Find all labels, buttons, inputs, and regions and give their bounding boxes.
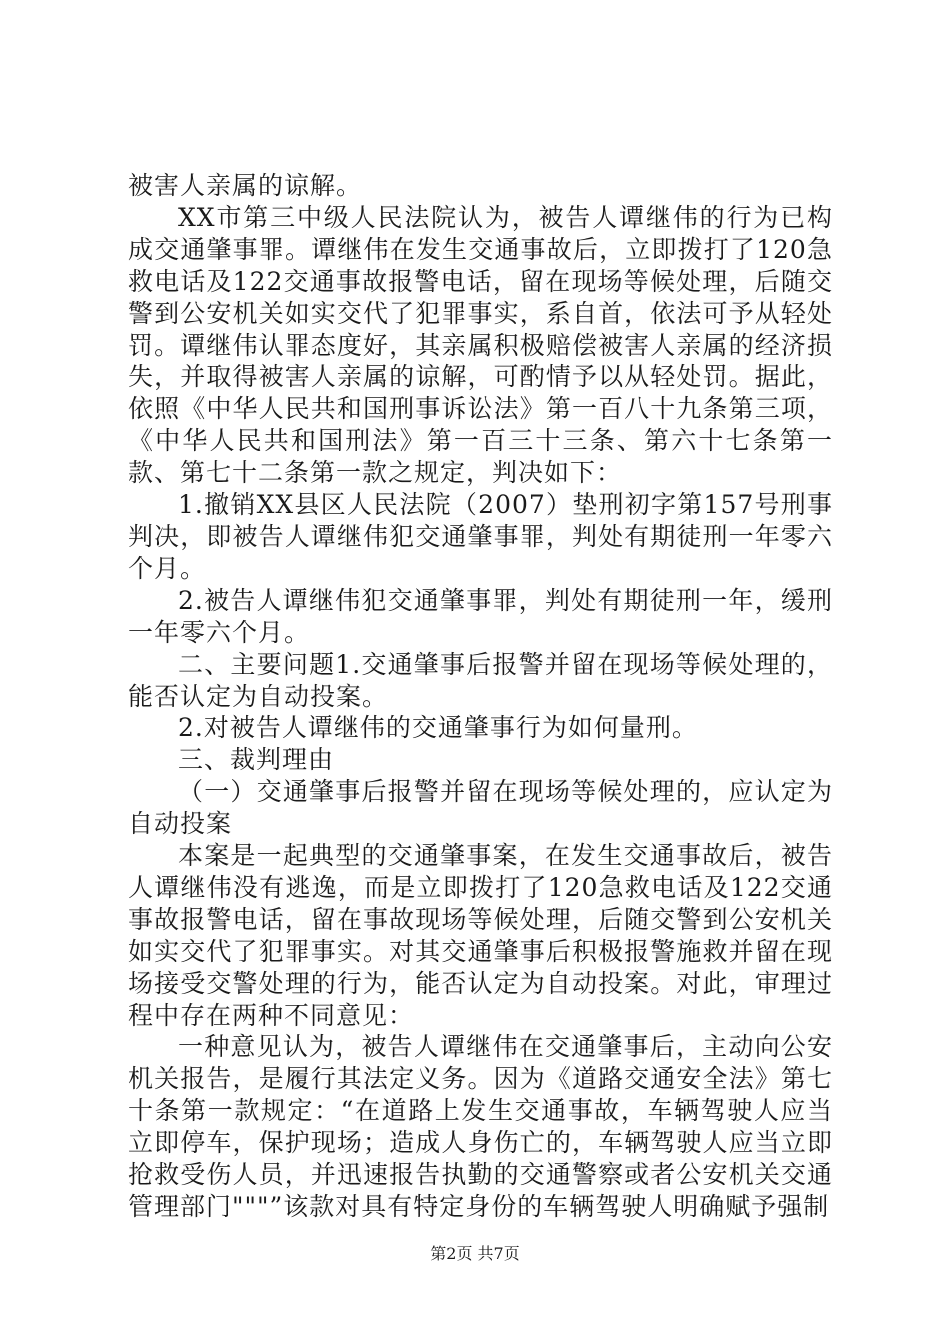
body-paragraph: 被害人亲属的谅解。 xyxy=(128,171,363,200)
body-paragraph: 本案是一起典型的交通肇事案，在发生交通事故后，被告人谭继伟没有逃逸，而是立即拨打了120急救电话及122交通事故报警电话，留在事故现场等候处理，后随交警到公安机关如实交代了犯罪事实。对其交通肇事后积极报警施救并留在现场接受交警处理的行为，能否认定为自动投案。对此，审理过程中存在两种不同意见： xyxy=(128,841,833,1030)
body-paragraph: 一种意见认为，被告人谭继伟在交通肇事后，主动向公安机关报告，是履行其法定义务。因为《道路交通安全法》第七十条第一款规定：“在道路上发生交通事故，车辆驾驶人应当立即停车，保护现场；造成人身伤亡的，车辆驾驶人应当立即抢救受伤人员，并迅速报告执勤的交通警察或者公安机关交通管理部门"""”该款对具有特定身份的车辆驾驶人明确赋予强制 xyxy=(128,1032,833,1221)
body-paragraph: 2.被告人谭继伟犯交通肇事罪，判处有期徒刑一年，缓刑一年零六个月。 xyxy=(128,585,833,647)
body-paragraph: 2.对被告人谭继伟的交通肇事行为如何量刑。 xyxy=(178,713,698,743)
page-footer: 第2页 共7页 xyxy=(430,1244,520,1263)
body-paragraph: 三、裁判理由 xyxy=(178,745,335,775)
body-paragraph: XX市第三中级人民法院认为，被告人谭继伟的行为已构成交通肇事罪。谭继伟在发生交通事故后，立即拨打了120急救电话及122交通事故报警电话，留在现场等候处理，后随交警到公安机关如实交代了犯罪事实，系自首，依法可予从轻处罚。谭继伟认罪态度好，其亲属积极赔偿被害人亲属的经济损失，并取得被害人亲属的谅解，可酌情予以从轻处罚。据此，依照《中华人民共和国刑事诉讼法》第一百八十九条第三项，《中华人民共和国刑法》第一百三十三条、第六十七条第一款、第七十二条第一款之规定，判决如下： xyxy=(128,202,833,488)
body-paragraph: （一）交通肇事后报警并留在现场等候处理的，应认定为自动投案 xyxy=(128,777,833,839)
body-paragraph: 二、主要问题1.交通肇事后报警并留在现场等候处理的，能否认定为自动投案。 xyxy=(128,649,833,711)
document-body xyxy=(128,170,833,1223)
body-paragraph: 1.撤销XX县区人民法院（2007）垫刑初字第157号刑事判决，即被告人谭继伟犯交通肇事罪，判处有期徒刑一年零六个月。 xyxy=(128,490,833,583)
